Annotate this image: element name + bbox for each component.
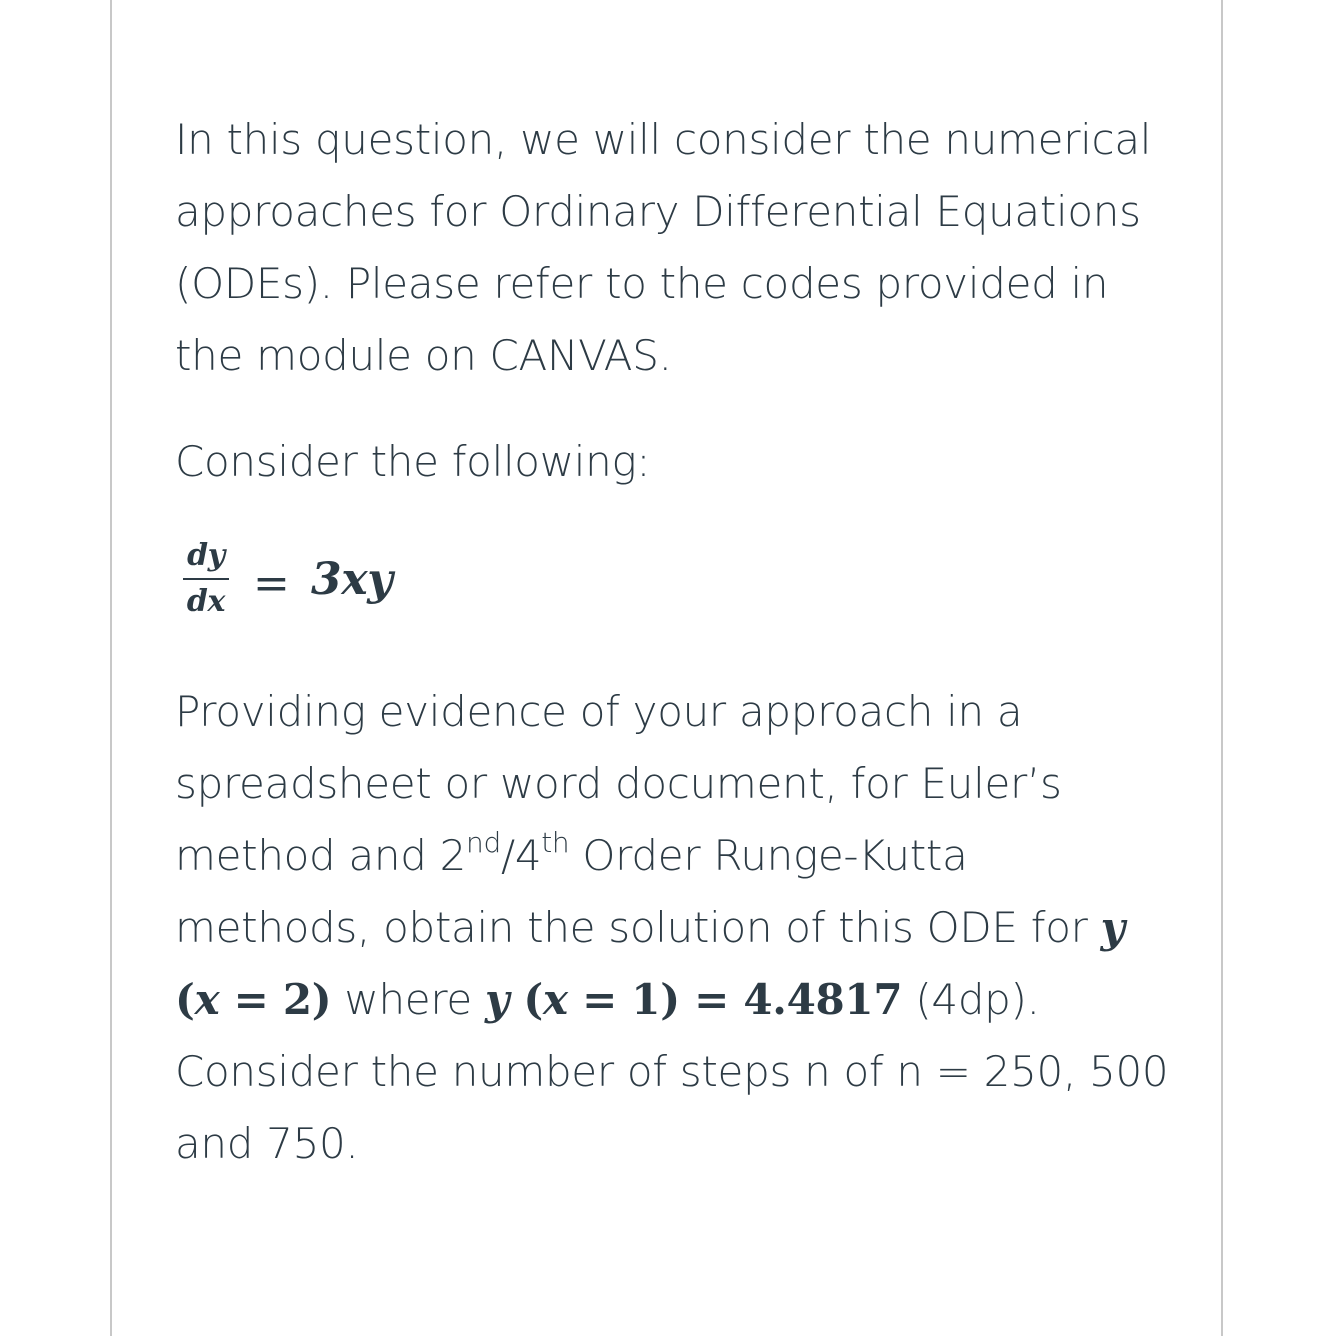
math-value-2: = 2): [219, 975, 332, 1024]
math-initial-condition: [485, 975, 902, 1024]
math-func-y: y: [1100, 903, 1125, 952]
math-var-x: x: [194, 975, 220, 1024]
task-paragraph: [175, 676, 1175, 1180]
consider-label: Consider the following:: [175, 437, 651, 486]
derivative-fraction: [183, 538, 229, 620]
math-open-paren: (: [175, 975, 195, 1024]
math-func-y-2: y: [484, 975, 510, 1024]
fraction-bar: [183, 578, 229, 580]
fraction-numerator: dy: [187, 538, 225, 573]
superscript-nd: nd: [466, 826, 501, 859]
fraction-denominator: dx: [186, 584, 226, 619]
superscript-th: th: [541, 826, 570, 859]
question-content: [175, 104, 1175, 1180]
equals-sign: =: [253, 558, 290, 609]
math-var-x-2: x: [543, 975, 568, 1024]
task-precision: (4dp).: [902, 975, 1040, 1024]
equation-rhs: 3xy: [311, 554, 393, 605]
task-text-2: Order Runge-Kutta methods, obtain the solution of this ODE for: [175, 831, 1101, 952]
task-where: where: [331, 975, 485, 1024]
task-slash-4: /4: [500, 831, 542, 880]
task-text-1: Providing evidence of your approach in a spreadsheet or word document, for Euler’s method and 2: [175, 687, 1062, 880]
math-open-paren-2: (: [509, 975, 543, 1024]
math-initial-value: = 1) = 4.4817: [567, 975, 903, 1024]
question-page: [110, 0, 1223, 1336]
ode-equation: [175, 538, 1175, 634]
intro-paragraph: In this question, we will consider the numerical approaches for Ordinary Differential Equations (ODEs). Please refer to the codes provided in the module on CANVAS.: [175, 115, 1152, 380]
task-steps: Consider the number of steps n of n = 250, 500 and 750.: [175, 1047, 1169, 1168]
